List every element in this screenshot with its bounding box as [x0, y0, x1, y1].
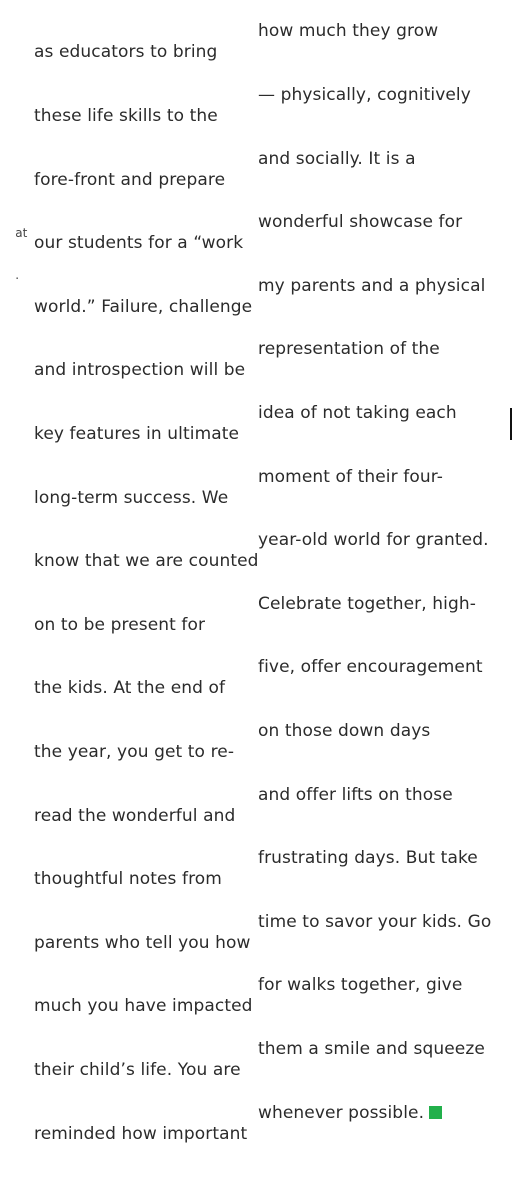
- margin-fragment-line: at: [15, 226, 28, 240]
- body-text-line: as educators to bring: [34, 42, 218, 63]
- body-text-line: moment of their four-: [258, 466, 443, 487]
- body-text-line: read the wonderful and: [34, 805, 236, 826]
- green-square-end-mark-icon: [429, 1106, 442, 1119]
- body-text-line: the kids. At the end of: [34, 678, 226, 699]
- body-text-line: and offer lifts on those: [258, 784, 453, 805]
- body-text-line: and introspection will be: [34, 360, 246, 381]
- body-text-line: five, offer encouragement: [258, 657, 483, 678]
- body-text-line: these life skills to the: [34, 106, 218, 126]
- article-column-right: [258, 0, 506, 1166]
- body-text-line: on those down days: [258, 720, 431, 741]
- body-text-line: reminded how important: [34, 1123, 248, 1144]
- body-text-line: — physically, cognitively: [258, 85, 471, 105]
- body-text-line: year-old world for granted.: [258, 530, 489, 551]
- body-text-line: idea of not taking each: [258, 402, 457, 423]
- body-text-line: long-term success. We: [34, 487, 229, 508]
- body-text-line: my parents and a physical: [258, 275, 486, 296]
- body-text-line: representation of the: [258, 339, 440, 360]
- body-text-line: on to be present for: [34, 614, 206, 635]
- margin-text-fragment: [0, 212, 28, 296]
- body-text-line: for walks together, give: [258, 975, 463, 996]
- body-text-line: their child’s life. You are: [34, 1059, 241, 1080]
- margin-fragment-line: .: [15, 268, 20, 282]
- body-text-line: key features in ultimate: [34, 423, 240, 444]
- body-text-line: how much they grow: [258, 21, 439, 42]
- body-text-line: parents who tell you how: [34, 932, 251, 953]
- body-text-line: much you have impacted: [34, 996, 253, 1017]
- body-text-line: our students for a “work: [34, 233, 244, 254]
- body-text-line-last: [258, 1103, 506, 1124]
- body-text-final-words: whenever possible.: [258, 1102, 425, 1123]
- body-text-line: thoughtful notes from: [34, 869, 222, 890]
- body-text-line: wonderful showcase for: [258, 212, 463, 233]
- body-text-line: fore-front and prepare: [34, 169, 226, 190]
- body-text-line: world.” Failure, challenge: [34, 296, 253, 317]
- body-text-line: know that we are counted: [34, 551, 259, 572]
- body-text-line: them a smile and squeeze: [258, 1038, 485, 1059]
- article-column-left: [34, 0, 259, 1187]
- body-text-line: and socially. It is a: [258, 148, 416, 169]
- body-text-line: time to savor your kids. Go: [258, 911, 492, 932]
- body-text-line: Celebrate together, high-: [258, 593, 476, 614]
- body-text-line: the year, you get to re-: [34, 741, 235, 762]
- body-text-line: frustrating days. But take: [258, 848, 478, 869]
